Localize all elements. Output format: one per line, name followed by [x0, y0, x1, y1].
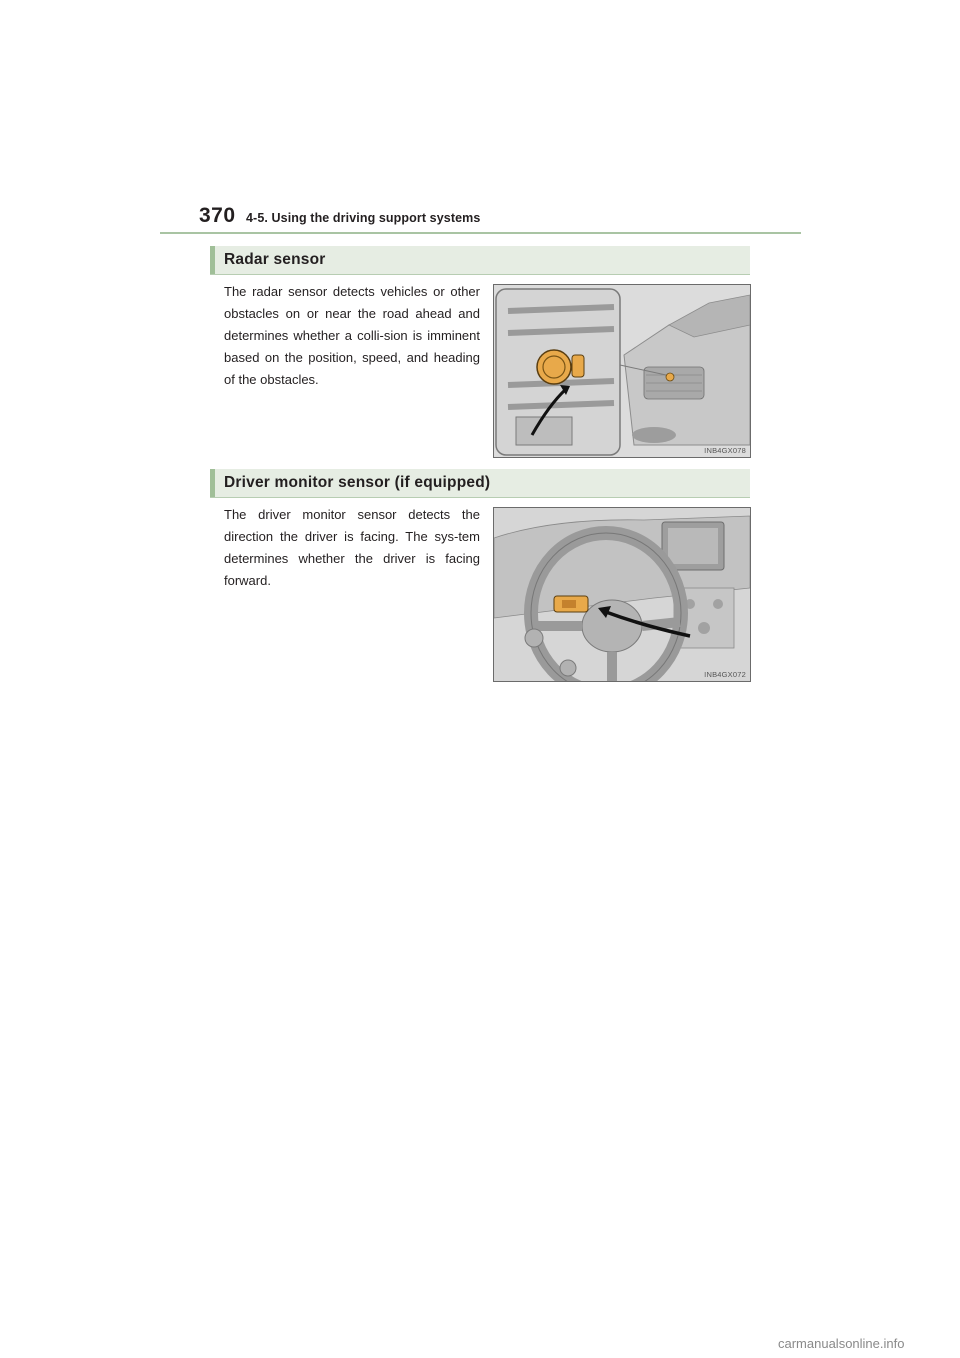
- driver-monitor-sensor-description: The driver monitor sensor detects the direction the driver is facing. The sys-tem determines whether the driver is facing forward.: [224, 507, 480, 588]
- running-header: 4-5. Using the driving support systems: [246, 211, 481, 225]
- radar-sensor-illustration: [494, 285, 750, 457]
- watermark: carmanualsonline.info: [778, 1336, 905, 1351]
- section-bar-radar-sensor: [210, 246, 750, 275]
- section-title-driver-monitor-sensor: Driver monitor sensor (if equipped): [224, 474, 491, 491]
- radar-sensor-figure: [493, 284, 751, 458]
- section-accent: [210, 246, 215, 274]
- radar-sensor-description: The radar sensor detects vehicles or other obstacles on or near the road ahead and determines whether a colli-sion is imminent based on the position, speed, and heading of the obstacles.: [224, 284, 480, 387]
- driver-monitor-illustration: [494, 508, 750, 681]
- driver-monitor-sensor-figure: [493, 507, 751, 682]
- figure-code: INB4GX078: [704, 446, 746, 455]
- header-rule: [160, 232, 801, 234]
- page-number: 370: [199, 204, 236, 227]
- figure-code: INB4GX072: [704, 670, 746, 679]
- section-bar-driver-monitor-sensor: [210, 469, 750, 498]
- section-title-radar-sensor: Radar sensor: [224, 251, 326, 268]
- section-accent: [210, 469, 215, 497]
